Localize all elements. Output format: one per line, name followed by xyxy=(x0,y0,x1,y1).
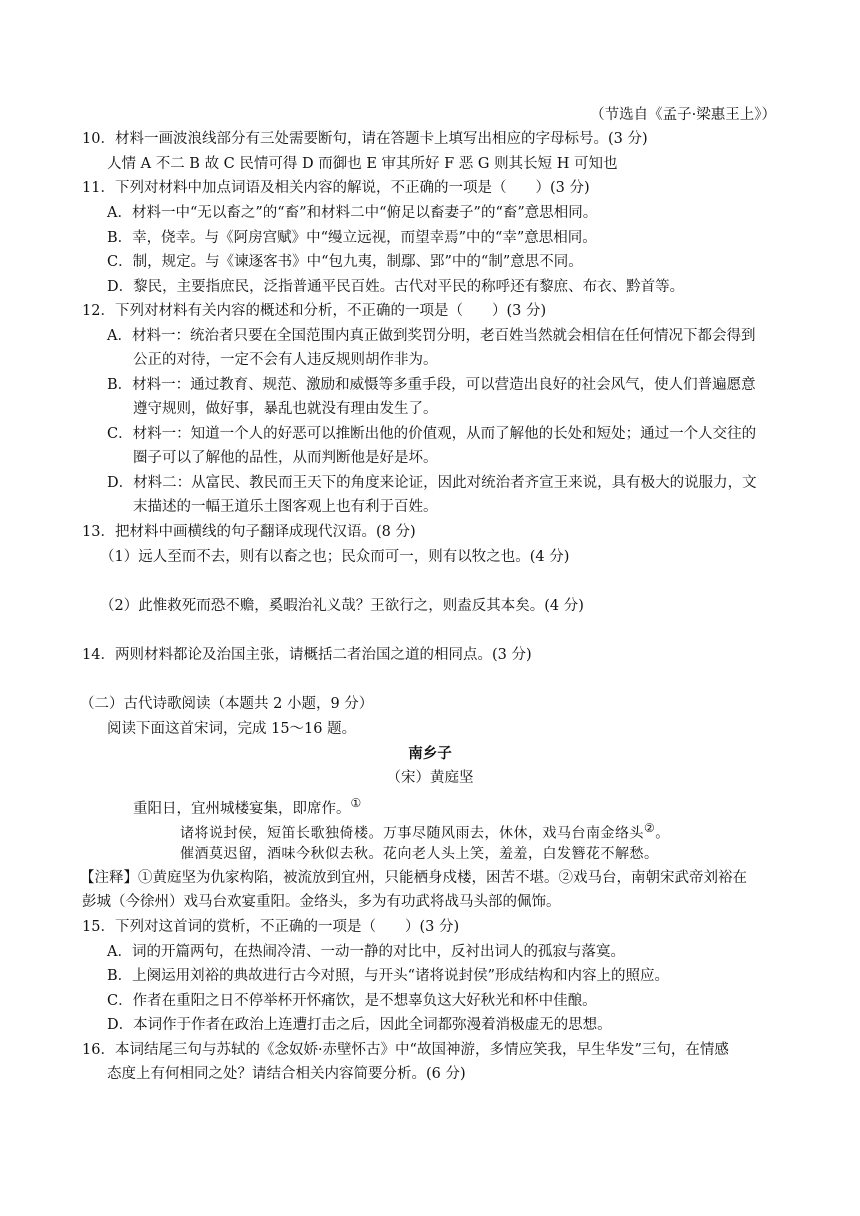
q12-option-b-line2: 遵守规则，做好事，暴乱也就没有理由发生了。 xyxy=(133,401,438,417)
q10-text: 人情 A 不二 B 故 C 民情可得 D 而御也 E 审其所好 F 恶 G 则其长短 H 可知也 xyxy=(107,156,618,172)
q15-option-c: C．作者在重阳之日不停举杯开怀痛饮，是不想辜负这大好秋光和杯中佳酿。 xyxy=(107,993,597,1009)
notes-line-1: 【注释】①黄庭坚为仇家构陷，被流放到宜州，只能栖身戍楼，困苦不堪。②戏马台，南朝宋武帝刘裕在 xyxy=(80,870,747,886)
q12-option-a-line2: 公正的对待，一定不会有人违反规则胡作非为。 xyxy=(133,352,438,368)
q11-option-c: C．制，规定。与《谏逐客书》中“包九夷，制鄢、郢”中的“制”意思不同。 xyxy=(107,254,583,270)
q15-option-d: D．本词作于作者在政治上连遭打击之后，因此全词都弥漫着消极虚无的思想。 xyxy=(107,1017,612,1033)
q12-option-a-line1: A．材料一：统治者只要在全国范围内真正做到奖罚分明，老百姓当然就会相信在任何情况下都会得到 xyxy=(107,328,756,344)
poem-line-1-end: 。 xyxy=(655,825,670,842)
q15-stem: 15．下列对这首词的赏析，不正确的一项是（ ）(3 分) xyxy=(82,919,460,935)
q13-stem: 13．把材料中画横线的句子翻译成现代汉语。(8 分) xyxy=(82,524,416,540)
q13-item-2: （2）此惟救死而恐不赡，奚暇治礼义哉？王欲行之，则盍反其本矣。(4 分) xyxy=(100,598,584,614)
q11-option-a: A．材料一中“无以畜之”的“畜”和材料二中“俯足以畜妻子”的“畜”意思相同。 xyxy=(107,205,598,221)
q11-option-d: D．黎民，主要指庶民，泛指普通平民百姓。古代对平民的称呼还有黎庶、布衣、黔首等。 xyxy=(107,279,685,295)
poem-line-2: 催酒莫迟留，酒味今秋似去秋。花向老人头上笑，羞羞，白发簪花不解愁。 xyxy=(180,846,659,862)
q11-stem: 11．下列对材料中加点词语及相关内容的解说，不正确的一项是（ ）(3 分) xyxy=(82,180,590,196)
poem-preface-text: 重阳日，宜州城楼宴集，即席作。 xyxy=(133,800,351,817)
poem-line-1-text: 诸将说封侯，短笛长歌独倚楼。万事尽随风雨去，休休，戏马台南金络头 xyxy=(180,825,644,842)
q10-stem: 10．材料一画波浪线部分有三处需要断句，请在答题卡上填写出相应的字母标号。(3 分) xyxy=(82,131,648,147)
q15-option-a: A．词的开篇两句，在热闹冷清、一动一静的对比中，反衬出词人的孤寂与落寞。 xyxy=(107,944,625,960)
q12-stem: 12．下列对材料有关内容的概述和分析，不正确的一项是（ ）(3 分) xyxy=(82,303,547,319)
q14-stem: 14．两则材料都论及治国主张，请概括二者治国之道的相同点。(3 分) xyxy=(82,647,532,663)
poem-author: （宋）黄庭坚 xyxy=(386,770,474,786)
q13-item-1: （1）远人至而不去，则有以畜之也；民众而可一，则有以牧之也。(4 分) xyxy=(100,549,570,565)
section2-intro: 阅读下面这首宋词，完成 15～16 题。 xyxy=(107,721,357,737)
q12-option-d-line1: D．材料二：从富民、教民而王天下的角度来论证，因此对统治者齐宣王来说，具有极大的说服力，文 xyxy=(107,475,757,491)
section2-heading: （二）古代诗歌阅读（本题共 2 小题，9 分） xyxy=(80,696,374,712)
q12-option-d-line2: 末描述的一幅王道乐土图客观上也有利于百姓。 xyxy=(133,499,438,515)
q12-option-b-line1: B．材料一：通过教育、规范、激励和威慑等多重手段，可以营造出良好的社会风气，使人们普遍愿意 xyxy=(107,377,756,393)
footnote-mark-1: ① xyxy=(350,796,362,810)
poem-title: 南乡子 xyxy=(408,746,452,762)
q11-option-b: B．幸，侥幸。与《阿房宫赋》中“缦立远视，而望幸焉”中的“幸”意思相同。 xyxy=(107,230,597,246)
source-citation: （节选自《孟子·梁惠王上》） xyxy=(590,107,776,123)
q12-option-c-line1: C．材料一：知道一个人的好恶可以推断出他的价值观，从而了解他的长处和短处；通过一个人交往的 xyxy=(107,426,757,442)
q12-option-c-line2: 圈子可以了解他的品性，从而判断他是好是坏。 xyxy=(133,450,438,466)
q16-stem-line1: 16．本词结尾三句与苏轼的《念奴娇·赤壁怀古》中“故国神游，多情应笑我，早生华发”三句，在情感 xyxy=(82,1042,729,1058)
footnote-mark-2: ② xyxy=(644,821,656,835)
notes-line-2: 彭城（今徐州）戏马台欢宴重阳。金络头，多为有功武将战马头部的佩饰。 xyxy=(82,894,561,910)
q16-stem-line2: 态度上有何相同之处？请结合相关内容简要分析。(6 分) xyxy=(107,1066,466,1082)
q15-option-b: B．上阕运用刘裕的典故进行古今对照，与开头“诸将说封侯”形成结构和内容上的照应。 xyxy=(107,968,669,984)
